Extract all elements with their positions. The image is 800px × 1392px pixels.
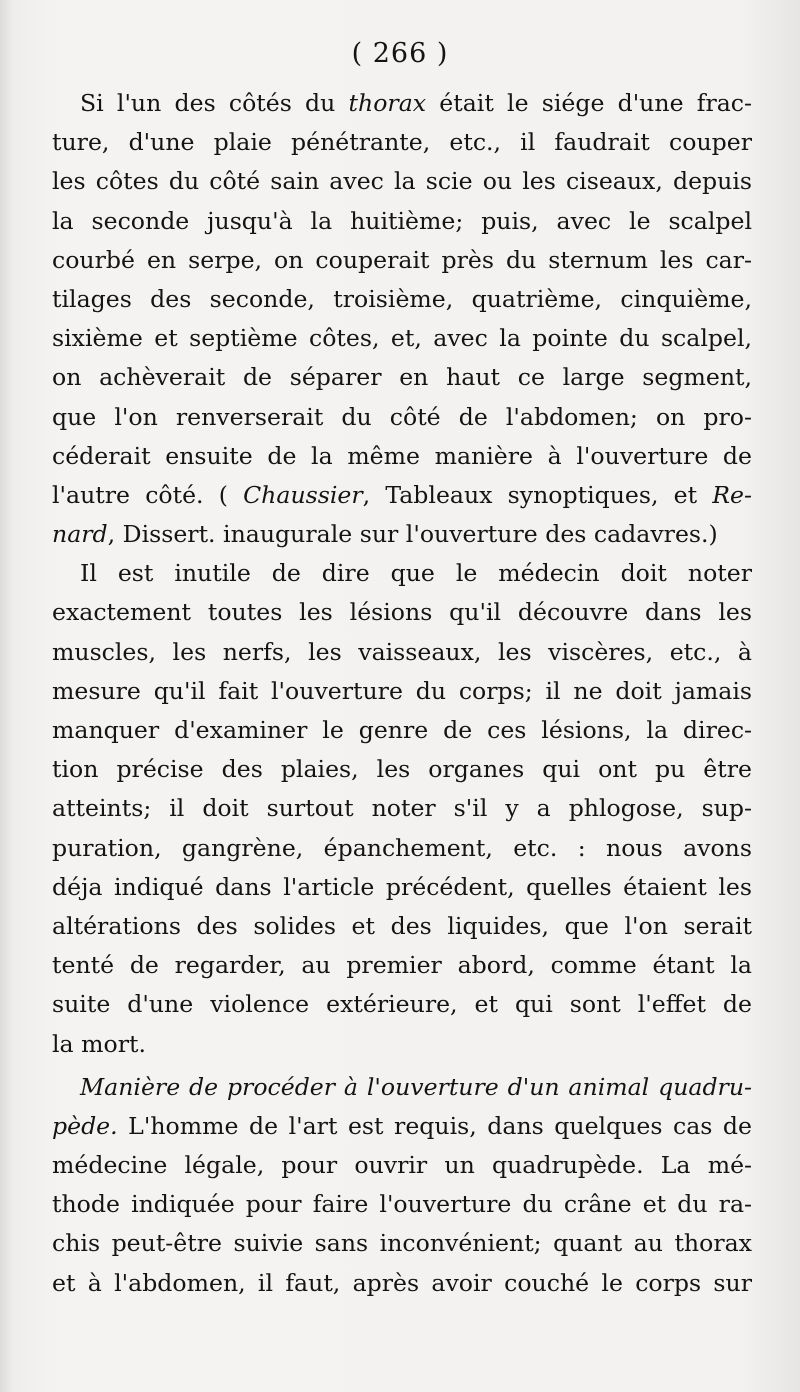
text-line <box>52 750 752 789</box>
text-segment: exactement toutes les lésions qu'il découvre dans les <box>52 598 752 627</box>
italic-text: pède. <box>52 1111 118 1140</box>
text-line <box>52 319 752 358</box>
text-line <box>52 280 752 319</box>
text-segment: tenté de regarder, au premier abord, comme étant la <box>52 951 752 980</box>
text-segment: Il est inutile de dire que le médecin doit noter <box>80 559 752 588</box>
text-line <box>52 1107 752 1146</box>
text-line <box>52 1068 752 1107</box>
text-segment: muscles, les nerfs, les vaisseaux, les viscères, etc., à <box>52 637 752 666</box>
text-segment: altérations des solides et des liquides, que l'on serait <box>52 911 752 940</box>
text-line <box>52 633 752 672</box>
page-number: ( 266 ) <box>351 38 449 69</box>
text-line <box>52 789 752 828</box>
text-line <box>52 437 752 476</box>
text-segment: la seconde jusqu'à la huitième; puis, avec le scalpel <box>52 206 752 235</box>
italic-text: Re- <box>712 480 752 509</box>
text-line <box>52 398 752 437</box>
text-segment: puration, gangrène, épanchement, etc. : nous avons <box>52 833 752 862</box>
text-segment: L'homme de l'art est requis, dans quelques cas de <box>117 1111 752 1140</box>
text-segment: la mort. <box>52 1029 146 1058</box>
text-line <box>52 162 752 201</box>
text-segment: ture, d'une plaie pénétrante, etc., il faudrait couper <box>52 128 752 157</box>
text-line <box>52 554 752 593</box>
text-line <box>52 358 752 397</box>
text-line <box>52 985 752 1024</box>
text-line <box>52 1224 752 1263</box>
italic-text: Chaussier <box>243 480 363 509</box>
text-segment: l'autre côté. ( <box>52 480 244 509</box>
text-line <box>52 907 752 946</box>
text-line <box>52 123 752 162</box>
text-line <box>52 946 752 985</box>
text-line <box>52 1264 752 1303</box>
text-line <box>52 84 752 123</box>
text-segment: et à l'abdomen, il faut, après avoir couché le corps sur <box>52 1268 752 1297</box>
text-segment: suite d'une violence extérieure, et qui sont l'effet de <box>52 990 752 1019</box>
text-segment: médecine légale, pour ouvrir un quadrupède. La mé- <box>52 1151 752 1180</box>
text-line <box>52 202 752 241</box>
text-line <box>52 515 752 554</box>
text-segment: les côtes du côté sain avec la scie ou les ciseaux, depuis <box>52 167 752 196</box>
text-line <box>52 829 752 868</box>
text-segment: tion précise des plaies, les organes qui ont pu être <box>52 755 752 784</box>
text-segment: , Tableaux synoptiques, et <box>362 480 713 509</box>
text-segment: chis peut-être suivie sans inconvénient; quant au thorax <box>52 1229 752 1258</box>
text-segment: était le siége d'une frac- <box>426 89 752 117</box>
text-line <box>52 1185 752 1224</box>
text-segment: céderait ensuite de la même manière à l'ouverture de <box>52 441 752 470</box>
text-segment: sixième et septième côtes, et, avec la pointe du scalpel, <box>52 324 752 353</box>
text-line <box>52 241 752 280</box>
text-segment: thode indiquée pour faire l'ouverture du crâne et du ra- <box>52 1190 752 1219</box>
text-segment: atteints; il doit surtout noter s'il y a phlogose, sup- <box>52 794 752 823</box>
italic-text: nard <box>52 520 108 549</box>
body-text <box>52 84 752 1303</box>
text-line <box>52 593 752 632</box>
italic-text: thorax <box>348 89 427 117</box>
italic-text: Manière de procéder à l'ouverture d'un animal quadru- <box>80 1072 752 1101</box>
text-line <box>52 1025 752 1064</box>
text-line <box>52 711 752 750</box>
text-line <box>52 1146 752 1185</box>
text-line <box>52 476 752 515</box>
text-segment: manquer d'examiner le genre de ces lésions, la direc- <box>52 716 752 744</box>
text-segment: mesure qu'il fait l'ouverture du corps; il ne doit jamais <box>52 676 752 705</box>
text-segment: courbé en serpe, on couperait près du sternum les car- <box>52 245 752 274</box>
text-segment: , Dissert. inaugurale sur l'ouverture des cadavres.) <box>107 520 718 549</box>
text-segment: déja indiqué dans l'article précédent, quelles étaient les <box>52 872 752 901</box>
text-line <box>52 868 752 907</box>
text-line <box>52 672 752 711</box>
text-segment: Si l'un des côtés du <box>80 89 349 117</box>
text-segment: tilages des seconde, troisième, quatrième, cinquième, <box>52 284 752 313</box>
text-segment: que l'on renverserait du côté de l'abdomen; on pro- <box>52 402 752 431</box>
text-segment: on achèverait de séparer en haut ce large segment, <box>52 363 752 392</box>
